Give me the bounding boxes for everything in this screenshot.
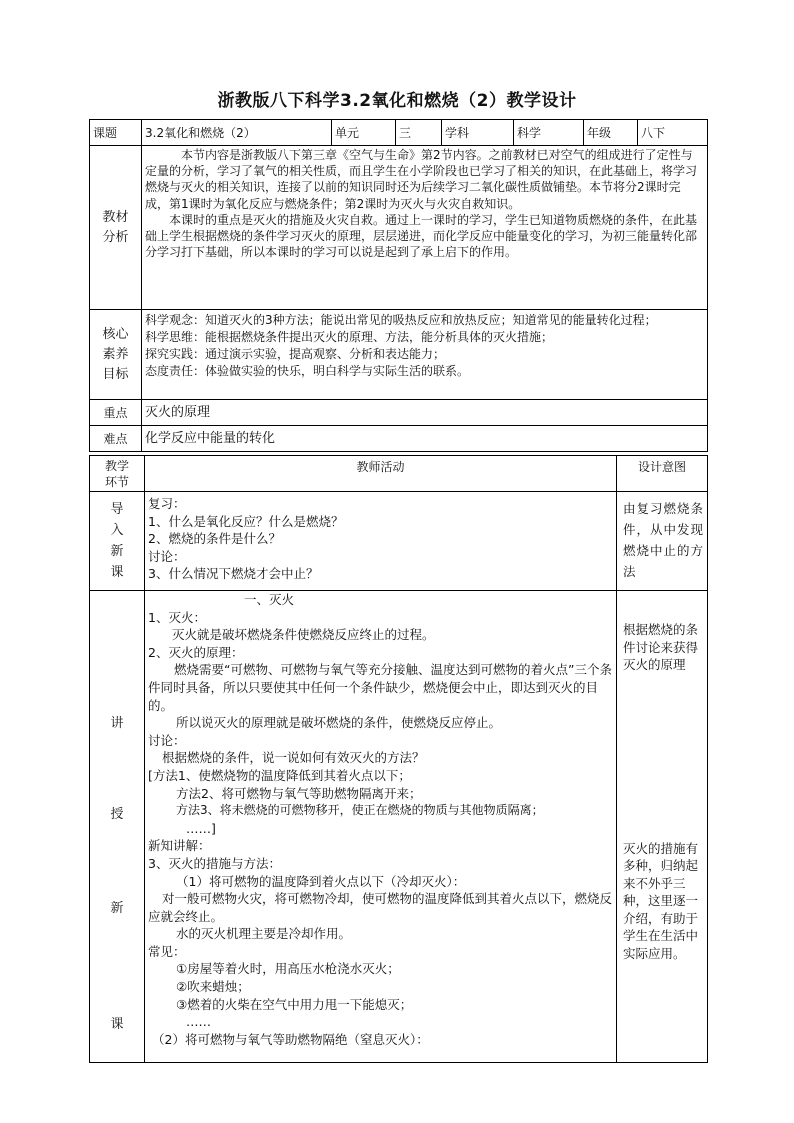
teach-line: 对一般可燃物火灾，将可燃物冷却，使可燃物的温度降低到其着火点以下，燃烧反应就会终止。	[148, 891, 613, 924]
intro-line: 3、什么情况下燃烧才会中止？	[148, 566, 319, 581]
section-heading: 一、灭火	[244, 592, 295, 607]
literacy-line: 态度责任：体验做实验的快乐，明白科学与实际生活的联系。	[145, 364, 470, 378]
teach-line: ①房屋等着火时，用高压水枪浇水灭火；	[176, 961, 400, 977]
teach-line: ②吹来蜡烛；	[176, 979, 250, 995]
analysis-paragraph-2: 本课时的重点是灭火的措施及火灾自救。通过上一课时的学习，学生已知道物质燃烧的条件，在此基础上学生根据燃烧的条件学习灭火的原理，层层递进，而化学反应中能量变化的学习，为初三能量转化部分学习打下基础，所以本课时的学习可以说是起到了承上启下的作用。	[145, 212, 698, 260]
teach-line: [方法1、使燃烧物的温度降低到其着火点以下；	[148, 767, 411, 783]
key-point-value: 灭火的原理	[142, 400, 708, 426]
analysis-content	[142, 146, 708, 310]
difficulty-label: 难点	[90, 426, 142, 452]
teaching-process-table	[89, 455, 708, 1063]
literacy-content	[142, 310, 708, 400]
teach-stage: 讲 授 新 课	[90, 591, 145, 1063]
intro-activity	[145, 492, 617, 591]
intro-stage: 导 入 新 课	[90, 492, 145, 591]
analysis-paragraph-1: 本节内容是浙教版八下第三章《空气与生命》第2节内容。之前教材已对空气的组成进行了定性与定量的分析，学习了氧气的相关性质，而且学生在小学阶段也已学习了相关的知识，在此基础上，将学习燃烧与灭火的相关知识，连接了以前的知识同时还为后续学习二氧化碳性质做铺垫。本节将分2课时完成，第1课时为氧化反应与燃烧条件；第2课时为灭火与火灾自救知识。	[145, 148, 698, 211]
teach-activity	[145, 591, 617, 1063]
intro-line: 复习：	[148, 496, 186, 511]
literacy-line: 科学观念：知道灭火的3种方法；能说出常见的吸热反应和放热反应；知道常见的能量转化过程；	[145, 313, 657, 327]
teach-line: 水的灭火机理主要是冷却作用。	[176, 926, 352, 942]
lesson-info-table	[89, 119, 708, 452]
teach-line: 常见：	[148, 943, 186, 959]
literacy-label: 核心 素养 目标	[90, 310, 142, 400]
teach-line: 灭火就是破坏燃烧条件使燃烧反应终止的过程。	[172, 627, 435, 643]
document-title: 浙教版八下科学3.2氧化和燃烧（2）教学设计	[217, 91, 577, 111]
subject-value: 科学	[514, 120, 584, 146]
intro-line: 讨论：	[148, 548, 186, 564]
literacy-line: 科学思维：能根据燃烧条件提出灭火的原理、方法，能分析具体的灭火措施；	[145, 330, 554, 344]
intro-line: 2、燃烧的条件是什么？	[148, 531, 281, 546]
teach-line: （2）将可燃物与氧气等助燃物隔绝（窒息灭火）：	[152, 1031, 429, 1047]
grade-label: 年级	[584, 120, 638, 146]
teach-purpose-2: 灭火的措施有多种，归纳起来不外乎三种，这里逐一介绍，有助于学生在生活中实际应用。	[623, 840, 699, 961]
teach-line: 3、灭火的措施与方法：	[148, 855, 281, 871]
teach-line: ……	[186, 1014, 211, 1030]
teach-line: 根据燃烧的条件，说一说如何有效灭火的方法？	[162, 750, 425, 766]
unit-value: 三	[396, 120, 442, 146]
purpose-header: 设计意图	[617, 456, 708, 492]
teach-purpose-1: 根据燃烧的条件讨论来获得灭火的原理	[623, 622, 699, 672]
teach-line: ……]	[186, 820, 216, 836]
topic-label: 课题	[90, 120, 142, 146]
subject-label: 学科	[442, 120, 514, 146]
intro-line: 1、什么是氧化反应？什么是燃烧？	[148, 513, 344, 529]
key-point-label: 重点	[90, 400, 142, 426]
teach-line: 2、灭火的原理：	[148, 644, 244, 660]
teach-line: 所以说灭火的原理就是破坏燃烧的条件，使燃烧反应停止。	[176, 715, 502, 731]
teach-line: 方法3、将未燃烧的可燃物移开，使正在燃烧的物质与其他物质隔离；	[176, 803, 544, 818]
teach-line: 新知讲解：	[148, 838, 211, 854]
stage-header: 教学 环节	[90, 456, 145, 492]
analysis-label: 教材 分析	[90, 146, 142, 310]
teach-line: （1）将可燃物的温度降到着火点以下（冷却灭火）：	[176, 873, 466, 889]
activity-header: 教师活动	[145, 456, 617, 492]
teach-line: 1、灭火：	[148, 609, 206, 625]
teach-line: 燃烧需要“可燃物、可燃物与氧气等充分接触、温度达到可燃物的着火点”三个条件同时具备，所以只要使其中任何一个条件缺少，燃烧便会中止，即达到灭火的目的。	[148, 662, 612, 713]
topic-value: 3.2氧化和燃烧（2）	[142, 120, 332, 146]
unit-label: 单元	[332, 120, 396, 146]
teach-purpose	[617, 591, 708, 1063]
teach-line: 方法2、将可燃物与氧气等助燃物隔离开来；	[176, 785, 422, 801]
intro-purpose: 由复习燃烧条件，从中发现燃烧中止的方法	[617, 492, 708, 591]
difficulty-value: 化学反应中能量的转化	[142, 426, 708, 452]
literacy-line: 探究实践：通过演示实验，提高观察、分析和表达能力；	[145, 347, 446, 361]
teach-line: 讨论：	[148, 732, 186, 748]
teach-line: ③燃着的火柴在空气中用力甩一下能熄灭；	[176, 996, 413, 1012]
grade-value: 八下	[638, 120, 708, 146]
